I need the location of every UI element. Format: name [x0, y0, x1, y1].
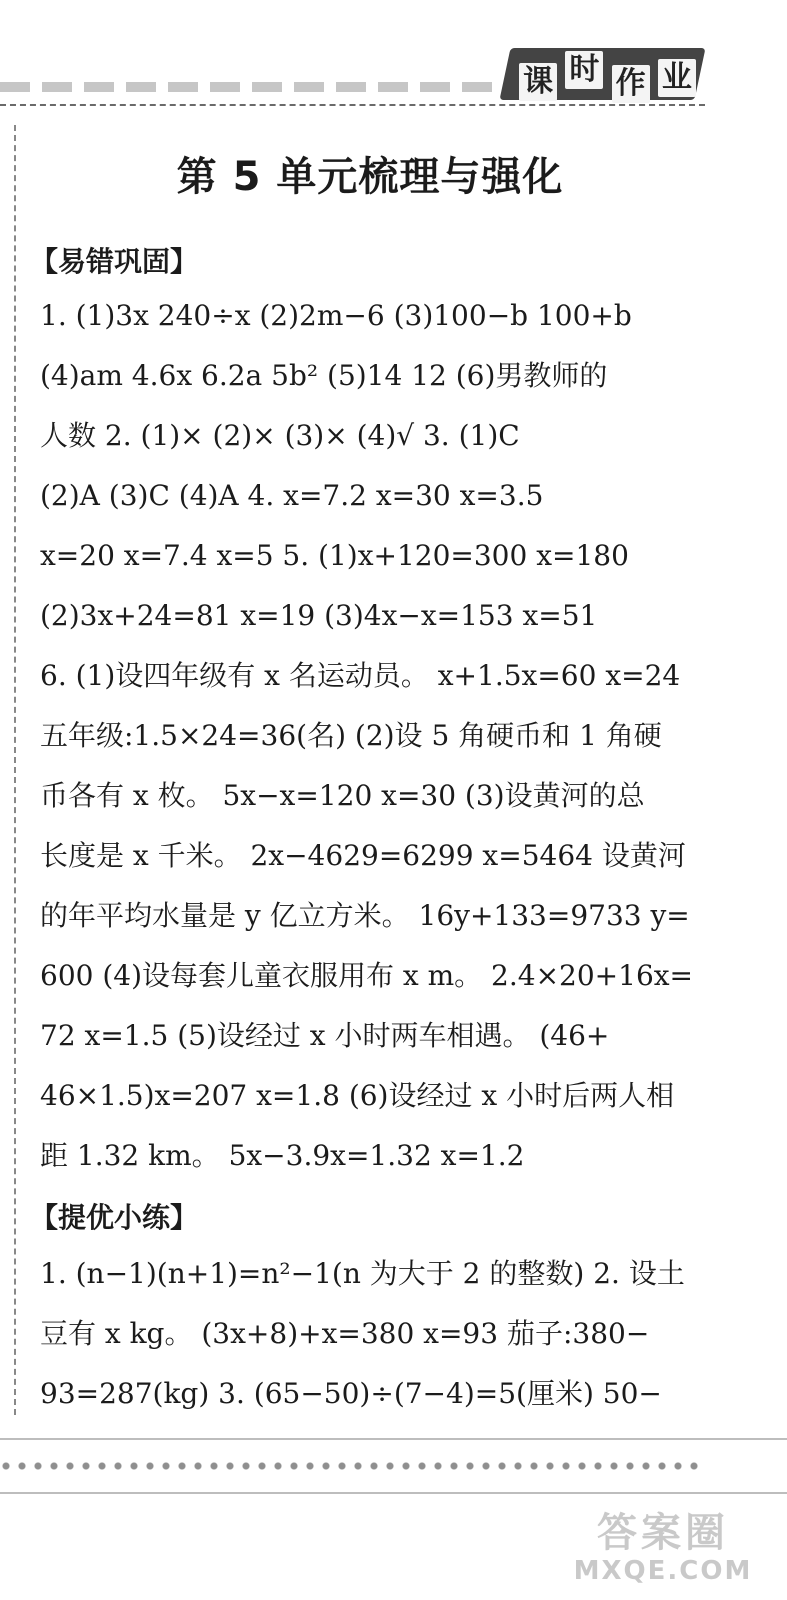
watermark-url: MXQE.COM: [573, 1556, 753, 1586]
page-title: 第 5 单元梳理与强化: [176, 154, 564, 200]
answer-line: 600 (4)设每套儿童衣服用布 x m。 2.4×20+16x=: [40, 959, 694, 992]
header-char: 课: [519, 63, 557, 101]
footer-decoration: [0, 1455, 700, 1477]
answer-line: 的年平均水量是 y 亿立方米。 16y+133=9733 y=: [40, 899, 690, 932]
answer-line: 1. (n−1)(n+1)=n²−1(n 为大于 2 的整数) 2. 设土: [40, 1257, 685, 1290]
answer-line: 豆有 x kg。 (3x+8)+x=380 x=93 茄子:380−: [40, 1317, 650, 1350]
header-tab-label: [515, 50, 700, 102]
header-char: 时: [565, 51, 603, 89]
answer-line: 币各有 x 枚。 5x−x=120 x=30 (3)设黄河的总: [40, 779, 645, 812]
answer-line: 72 x=1.5 (5)设经过 x 小时两车相遇。 (46+: [40, 1019, 610, 1052]
answer-line: 6. (1)设四年级有 x 名运动员。 x+1.5x=60 x=24: [40, 659, 681, 692]
watermark-logo: [548, 1510, 778, 1590]
answer-line: x=20 x=7.4 x=5 5. (1)x+120=300 x=180: [40, 539, 629, 572]
answer-line: (2)3x+24=81 x=19 (3)4x−x=153 x=51: [40, 599, 598, 632]
header-char: 业: [658, 59, 696, 97]
answer-line: 1. (1)3x 240÷x (2)2m−6 (3)100−b 100+b: [40, 299, 632, 332]
header-divider: [0, 104, 705, 106]
answer-line: 46×1.5)x=207 x=1.8 (6)设经过 x 小时后两人相: [40, 1079, 675, 1112]
footer-rule: [0, 1438, 787, 1440]
watermark-text: 答案圈: [597, 1510, 729, 1556]
footer-rule: [0, 1492, 787, 1494]
answer-line: (4)am 4.6x 6.2a 5b² (5)14 12 (6)男教师的: [40, 359, 608, 392]
answer-line: 五年级:1.5×24=36(名) (2)设 5 角硬币和 1 角硬: [40, 719, 662, 752]
header-dash-band: [0, 82, 505, 92]
answer-line: 93=287(kg) 3. (65−50)÷(7−4)=5(厘米) 50−: [40, 1377, 662, 1410]
answer-line: (2)A (3)C (4)A 4. x=7.2 x=30 x=3.5: [40, 479, 544, 512]
section-heading-advanced-practice: 【提优小练】: [30, 1201, 199, 1234]
left-margin-rule: [14, 125, 16, 1415]
answer-line: 人数 2. (1)× (2)× (3)× (4)√ 3. (1)C: [40, 419, 520, 452]
section-heading-error-review: 【易错巩固】: [30, 245, 199, 278]
answer-line: 长度是 x 千米。 2x−4629=6299 x=5464 设黄河: [40, 839, 686, 872]
header-char: 作: [612, 65, 650, 103]
answer-line: 距 1.32 km。 5x−3.9x=1.32 x=1.2: [40, 1139, 525, 1172]
